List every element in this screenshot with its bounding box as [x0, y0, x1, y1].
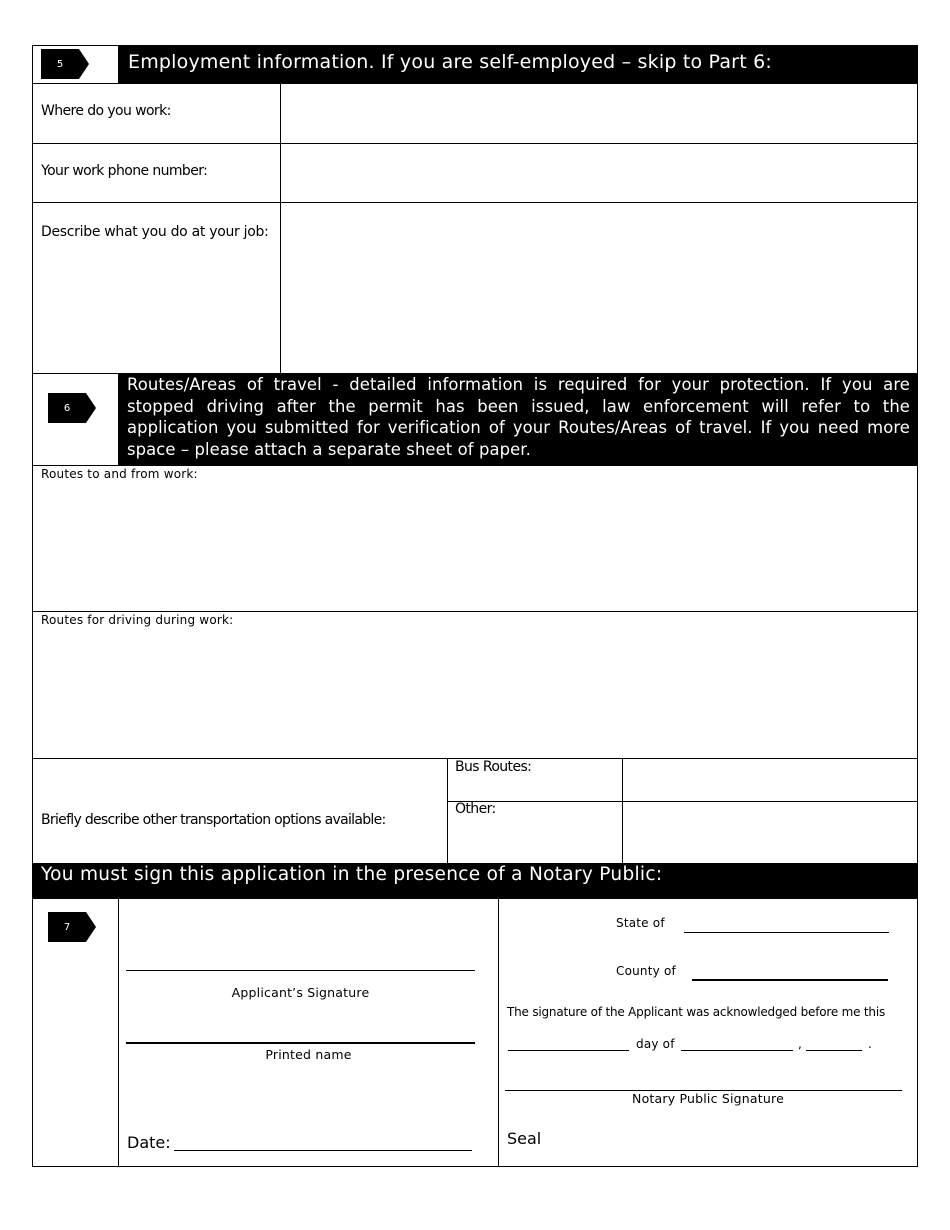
period-text: . — [868, 1037, 873, 1051]
notary-signature-label: Notary Public Signature — [632, 1091, 784, 1106]
applicant-signature-line[interactable] — [126, 970, 475, 971]
day-line[interactable] — [508, 1050, 629, 1051]
day-of-label: day of — [636, 1037, 675, 1051]
acknowledged-text: The signature of the Applicant was acknowledged before me this — [507, 1005, 886, 1019]
where-work-label: Where do you work: — [41, 103, 171, 119]
state-of-label: State of — [616, 916, 665, 930]
notary-banner — [32, 863, 918, 899]
county-of-label: County of — [616, 964, 676, 978]
section-6-number: 6 — [63, 402, 71, 414]
notary-banner-text: You must sign this application in the presence of a Notary Public: — [41, 864, 663, 885]
comma-text: , — [798, 1037, 803, 1051]
work-phone-label: Your work phone number: — [41, 163, 208, 179]
section-6-header-text: Routes/Areas of travel - detailed information is required for your protection. If you are stopped driving after the permit has been issued, law enforcement will refer to the application you submitted for verification of your Routes/Areas of travel. If you need more space – please attach a separate sheet of paper. — [127, 375, 910, 459]
printed-name-label: Printed name — [265, 1047, 352, 1062]
printed-name-input[interactable] — [126, 1018, 475, 1040]
where-work-input[interactable] — [284, 88, 914, 140]
date-label: Date: — [127, 1133, 171, 1152]
section-5-number: 5 — [56, 58, 64, 70]
routes-during-label: Routes for driving during work: — [41, 613, 234, 627]
work-phone-input[interactable] — [284, 148, 914, 198]
section-7-number: 7 — [63, 921, 71, 933]
other-input[interactable] — [626, 805, 914, 860]
state-of-line[interactable] — [684, 932, 889, 933]
section-6-header — [118, 373, 918, 466]
routes-during-input[interactable] — [38, 630, 912, 755]
routes-work-label: Routes to and from work: — [41, 467, 198, 481]
bus-routes-input[interactable] — [626, 762, 914, 798]
bus-routes-label: Bus Routes: — [455, 759, 532, 775]
notary-cell — [498, 898, 918, 1167]
seal-label: Seal — [507, 1129, 542, 1148]
year-line[interactable] — [806, 1050, 862, 1051]
date-input[interactable] — [174, 1130, 472, 1149]
other-transport-label-cell — [32, 758, 448, 864]
section-6-number-tag — [48, 393, 86, 423]
section-5-header-text: Employment information. If you are self-employed – skip to Part 6: — [128, 51, 772, 73]
section-5-header — [118, 45, 918, 84]
section-7-number-tag — [48, 912, 86, 942]
describe-job-input[interactable] — [284, 207, 914, 370]
printed-name-line[interactable] — [126, 1042, 475, 1044]
county-of-line[interactable] — [692, 979, 888, 981]
other-transport-label: Briefly describe other transportation options available: — [41, 812, 386, 828]
other-label: Other: — [455, 801, 496, 817]
routes-work-input[interactable] — [38, 484, 912, 608]
applicant-signature-label: Applicant’s Signature — [231, 985, 370, 1000]
date-line[interactable] — [174, 1150, 472, 1151]
describe-job-label: Describe what you do at your job: — [41, 224, 269, 240]
month-line[interactable] — [681, 1050, 793, 1051]
section-5-number-tag — [41, 49, 79, 79]
